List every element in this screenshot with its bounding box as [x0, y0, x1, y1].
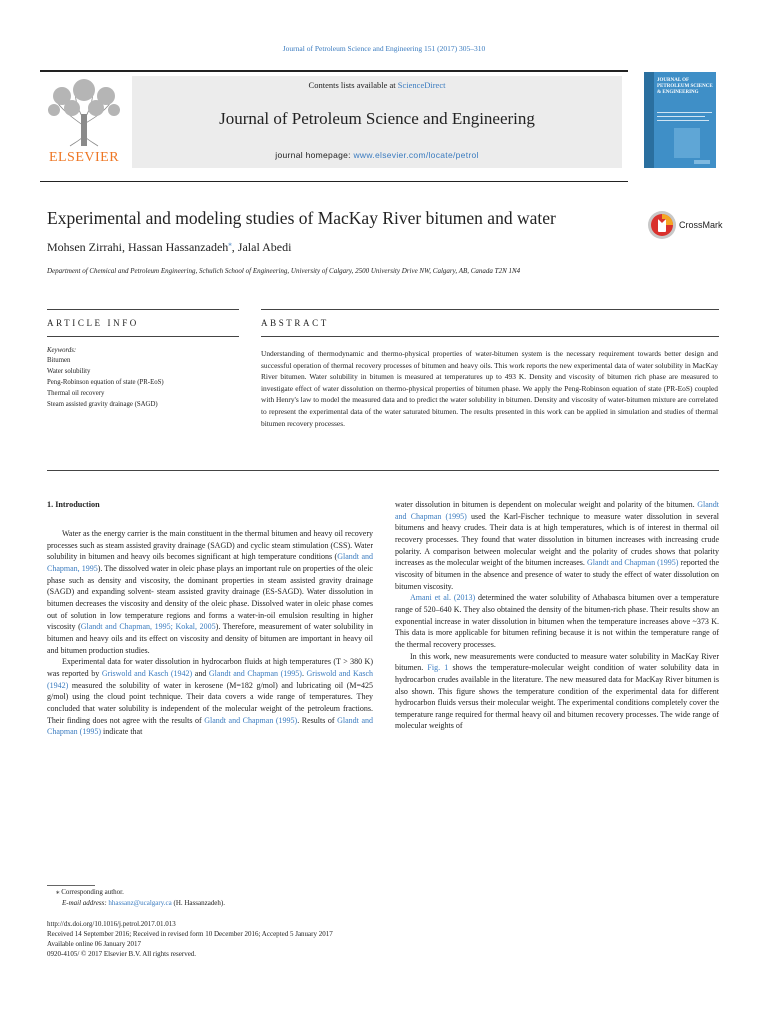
email-link[interactable]: hhassanz@ucalgary.ca [108, 899, 172, 907]
copyright: 0920-4105/ © 2017 Elsevier B.V. All rights reserved. [47, 950, 197, 958]
available-online: Available online 06 January 2017 [47, 940, 141, 948]
journal-homepage: journal homepage: www.elsevier.com/locate/petrol [275, 150, 479, 160]
affiliation: Department of Chemical and Petroleum Engineering, Schulich School of Engineering, University of Calgary, 2500 University Drive NW, Calgary, AB, Canada T2N 1N4 [47, 267, 521, 275]
abstract-bottom-rule [261, 336, 719, 337]
article-info-top-rule [47, 309, 239, 310]
contents-line: Contents lists available at ScienceDirect [308, 80, 446, 90]
paragraph: In this work, new measurements were conducted to measure water solubility in MacKay River bitumen. Fig. 1 shows the temperature-molecular weight condition of water solubility data in hydrocarbon crudes available in the literature. The new measured data for MacKay River bitumen is also shown. This figure shows the temperature condition of the experimental data for different hydrocarbon fluids versus their molecular weight. The experimental conditions completely cover the temperature range required for thermal heavy oil and bitumen recovery processes. The wide range of molecular weights of [395, 651, 720, 731]
journal-reference[interactable]: Journal of Petroleum Science and Engineering 151 (2017) 305–310 [282, 44, 486, 53]
keyword-item: Steam assisted gravity drainage (SAGD) [47, 401, 158, 408]
section-heading-introduction: 1. Introduction [47, 500, 100, 509]
header-bottom-rule [40, 181, 628, 182]
journal-cover-thumbnail[interactable] [644, 72, 716, 168]
journal-masthead [132, 76, 622, 168]
homepage-link[interactable]: www.elsevier.com/locate/petrol [353, 150, 479, 160]
header-top-rule [40, 70, 628, 72]
citation-link[interactable]: Griswold and Kasch (1942) [47, 668, 374, 690]
elsevier-wordmark[interactable]: ELSEVIER [48, 150, 120, 165]
citation-link[interactable]: Glandt and Chapman (1995) [47, 715, 374, 737]
corresponding-author-note: ⁎ Corresponding author. [56, 888, 124, 896]
citation-link[interactable]: Glandt and Chapman, 1995; Kokal, 2005 [80, 622, 216, 632]
paragraph: water dissolution in bitumen is dependent on molecular weight and polarity of the bitumen. Glandt and Chapman (1995) used the Karl-Fischer technique to measure water dissolution in several bitumens and heavy crudes. Their data is at high temperatures, which is of interest in thermal oil recovery processes. They found that water dissolution in bitumen increases with increasing crude polarity. A comparison between molecular weight and the polarity of crudes shows that polarity increases as the molecular weight of the bitumen increases. Glandt and Chapman (1995) reported the viscosity of bitumen in the absence and presence of water to study the effect of water dissolution on bitumen viscosity. [395, 500, 720, 591]
left-column [47, 528, 373, 738]
citation-link[interactable]: Glandt and Chapman (1995) [395, 500, 719, 521]
sciencedirect-link[interactable]: ScienceDirect [397, 80, 446, 90]
cover-title: JOURNAL OF PETROLEUM SCIENCE & ENGINEERING [657, 78, 713, 95]
email-line: E-mail address: hhassanz@ucalgary.ca (H. Hassanzadeh). [62, 899, 225, 907]
journal-title: Journal of Petroleum Science and Engineering [219, 109, 535, 128]
crossmark-badge[interactable] [646, 208, 724, 249]
front-matter-bottom-rule [47, 470, 719, 471]
article-info-heading: ARTICLE INFO [47, 318, 139, 328]
citation-link[interactable]: Griswold and Kasch (1942) [101, 668, 193, 678]
keywords-label: Keywords: [47, 347, 77, 354]
abstract-top-rule [261, 309, 719, 310]
footnote-rule [47, 885, 95, 886]
citation-link[interactable]: Glandt and Chapman, 1995 [47, 552, 374, 573]
abstract-heading: ABSTRACT [261, 318, 329, 328]
article-title: Experimental and modeling studies of MacKay River bitumen and water [47, 208, 556, 228]
crossmark-label: CrossMark [679, 220, 723, 230]
doi-link[interactable]: http://dx.doi.org/10.1016/j.petrol.2017.01.013 [47, 920, 176, 928]
received-dates: Received 14 September 2016; Received in revised form 10 December 2016; Accepted 5 January 2017 [47, 930, 333, 938]
keyword-item: Bitumen [47, 357, 71, 364]
keyword-item: Peng-Robinson equation of state (PR-EoS) [47, 379, 164, 386]
authors-line: Mohsen Zirrahi, Hassan Hassanzadeh⁎, Jalal Abedi [47, 240, 292, 254]
keyword-item: Thermal oil recovery [47, 390, 105, 397]
cover-artwork [644, 72, 716, 168]
corresponding-marker[interactable]: ⁎ [228, 240, 232, 248]
article-info-bottom-rule [47, 336, 239, 337]
paragraph: Water as the energy carrier is the main constituent in the thermal bitumen and heavy oil recovery processes such as steam assisted gravity drainage (SAGD) and cyclic steam stimulation (CSS). Water solubility in bitumen and heavy oils becomes significant at high temperature conditions (Glandt and Chapman, 1995). The dissolved water in oleic phase plays an important rule on properties of the oleic phase such as density and viscosity, the dominant properties in steam assisted gravity drainage (SAGD) and expanding solvent- steam assisted gravity drainage (ES-SAGD). Water dissolution in bitumen decreases the viscosity and density of the oleic phase. Dissolved water in oleic phase comes out of solution in low temperature regions and forms a water-in-oil emulsion resulting in higher viscosity (Glandt and Chapman, 1995; Kokal, 2005). Therefore, measurement of water solubility in bitumen and heavy oils and its effect on viscosity and density of bitumen are important in heavy oil and bitumen production studies. [47, 529, 374, 655]
tree-icon [40, 76, 128, 150]
paragraph: Experimental data for water dissolution in hydrocarbon fluids at high temperatures (T > 380 K) was reported by Griswold and Kasch (1942) and Glandt and Chapman (1995). Griswold and Kasch (1942) measured the solubility of water in kerosene (M=182 g/mol) and lubricating oil (M=425 g/mol) using the cloud point technique. Their data covers a wide range of temperatures. They concluded that water solubility is independent of the molecular weight of the petroleum fractions. Their finding does not agree with the results of Glandt and Chapman (1995). Results of Glandt and Chapman (1995) indicate that [47, 657, 374, 737]
citation-link[interactable]: Glandt and Chapman (1995) [586, 558, 679, 568]
figure-link[interactable]: Fig. 1 [427, 663, 449, 673]
abstract-text: Understanding of thermodynamic and thermo-physical properties of water-bitumen system is the necessary requirement towards better design and successful operation of thermal recovery processes of bitumen and heavy oils. This work reports the new experimental data of water solubility in MacKay River bitumen. Water solubility in bitumen is measured at temperatures up to 493 K. Density and viscosity of bitumen rich phase are measured to investigate effect of water dissolution on thermo-physical properties of bitumen phase. We apply the Peng-Robinson equation of state (PR-EoS) coupled with Henry's law to model the measured data and to predict the water solubility in bitumen. Density and viscosity of water-bitumen mixture are correlated to represent the experimental data of the water saturated bitumen. The results presented in this work can be applied in simulation and studies of thermal bitumen recovery processes. [261, 349, 718, 428]
citation-link[interactable]: Amani et al. (2013) [410, 593, 476, 603]
keyword-item: Water solubility [47, 368, 91, 375]
paragraph: Amani et al. (2013) determined the water solubility of Athabasca bitumen over a temperature range of 520–640 K. They also obtained the density of the bitumen-rich phase. Their results show an exponential increase in water dissolution in bitumen when the temperature increases above ~373 K. This data is more applicable for bitumen refining because it is not within the temperature range of the thermal recovery processes. [395, 593, 719, 649]
citation-link[interactable]: Glandt and Chapman (1995) [204, 715, 298, 725]
right-column [395, 499, 719, 732]
citation-link[interactable]: Glandt and Chapman (1995) [208, 668, 302, 678]
